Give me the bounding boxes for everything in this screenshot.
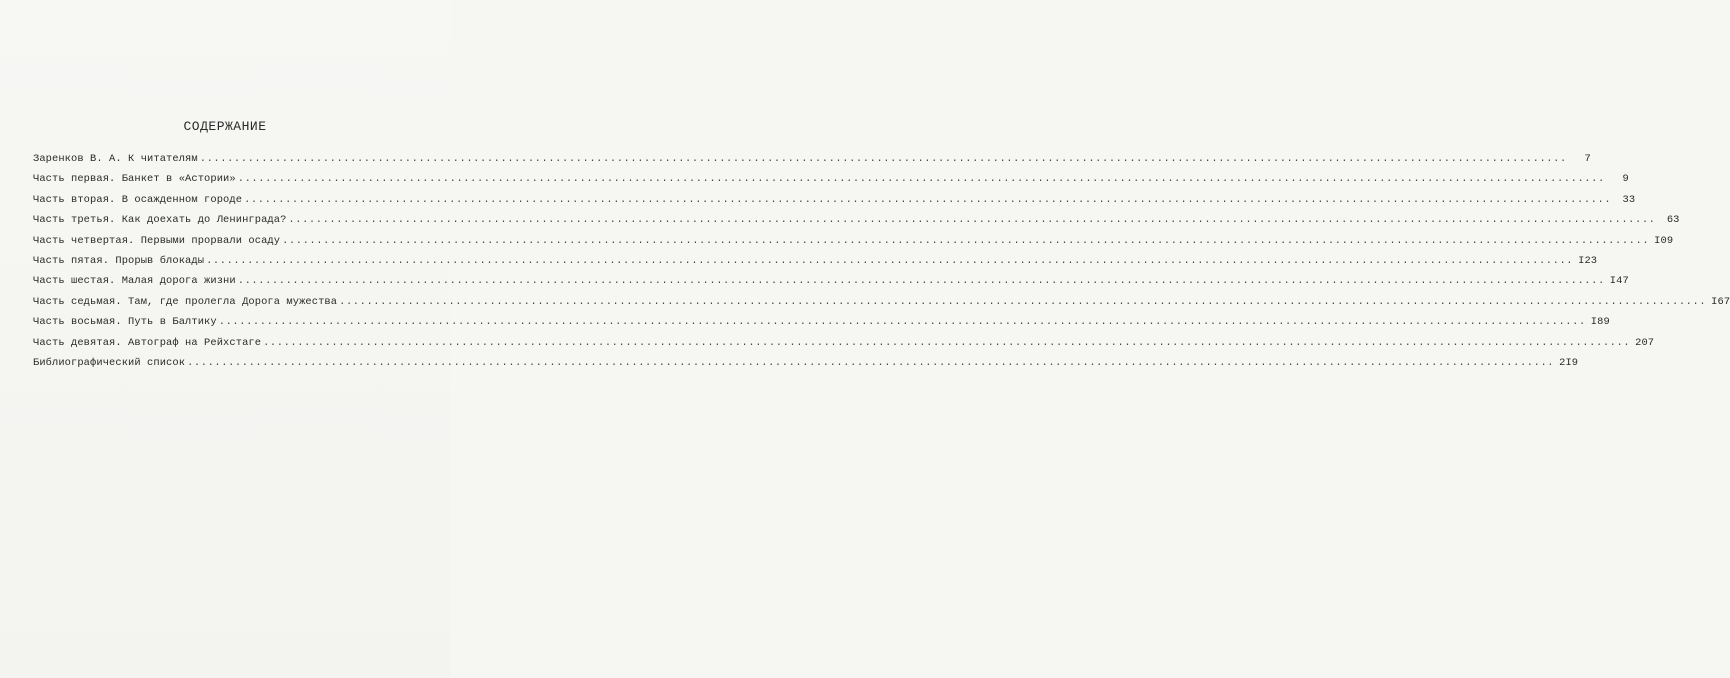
- toc-entry: [33, 316, 1610, 336]
- toc-entry-title: Часть третья. Как доехать до Ленинграда?: [33, 214, 287, 227]
- dot-leader: ........................................................................................................................................................................................................: [339, 295, 1707, 308]
- toc-entry: [33, 295, 1730, 316]
- toc-entry-title: Часть пятая. Прорыв блокады: [33, 254, 205, 267]
- toc-entry-page: I47: [1609, 275, 1629, 288]
- toc-entry-page: I23: [1578, 254, 1598, 267]
- dot-leader: ........................................................................................................................................................................................................: [237, 275, 1605, 288]
- toc-entry-page: 9: [1622, 173, 1629, 186]
- dot-leader: ........................................................................................................................................................................................................: [237, 173, 1605, 186]
- dot-leader: ........................................................................................................................................................................................................: [206, 254, 1574, 267]
- toc-entry: [33, 356, 1579, 377]
- toc-entry-title: Часть восьмая. Путь в Балтику: [33, 316, 217, 329]
- toc-entry-page: 207: [1635, 336, 1655, 349]
- toc-entry-page: 33: [1622, 193, 1636, 206]
- toc-entry-page: I67: [1711, 295, 1730, 308]
- dot-leader: ........................................................................................................................................................................................................: [263, 336, 1631, 349]
- toc-entry: [33, 254, 1598, 275]
- dot-leader: ........................................................................................................................................................................................................: [288, 214, 1656, 227]
- toc-entry-page: 2I9: [1559, 356, 1579, 369]
- toc-entry: [33, 214, 1680, 234]
- toc-entry: [33, 173, 1629, 193]
- toc-entry-title: Заренков В. А. К читателям: [33, 153, 198, 165]
- toc-entry-page: 63: [1666, 214, 1680, 227]
- toc-entry: [33, 275, 1629, 295]
- dot-leader: ........................................................................................................................................................................................................: [199, 153, 1567, 165]
- toc-entry-title: Библиографический список: [33, 356, 186, 369]
- dot-leader: ........................................................................................................................................................................................................: [218, 316, 1586, 329]
- toc-entry-title: Часть седьмая. Там, где пролегла Дорога мужества: [33, 295, 338, 308]
- toc-entry: [33, 153, 1591, 173]
- toc-entry-title: Часть вторая. В осажденном городе: [33, 193, 243, 206]
- toc-entry: [33, 193, 1636, 214]
- toc-entry: [33, 234, 1674, 255]
- dot-leader: ........................................................................................................................................................................................................: [244, 193, 1612, 206]
- toc-entry-title: Часть четвертая. Первыми прорвали осаду: [33, 234, 281, 247]
- dot-leader: ........................................................................................................................................................................................................: [282, 234, 1650, 247]
- dot-leader: ........................................................................................................................................................................................................: [187, 356, 1555, 369]
- toc-entry: [33, 336, 1655, 357]
- toc-entry-title: Часть девятая. Автограф на Рейхстаге: [33, 336, 262, 349]
- toc-entry-title: Часть первая. Банкет в «Астории»: [33, 173, 236, 186]
- contents-heading: СОДЕРЖАНИЕ: [183, 119, 267, 134]
- toc-entry-page: 7: [1584, 153, 1591, 165]
- table-of-contents: [33, 153, 1730, 377]
- toc-entry-page: I09: [1654, 234, 1674, 247]
- toc-entry-page: I89: [1590, 316, 1610, 329]
- toc-entry-title: Часть шестая. Малая дорога жизни: [33, 275, 236, 288]
